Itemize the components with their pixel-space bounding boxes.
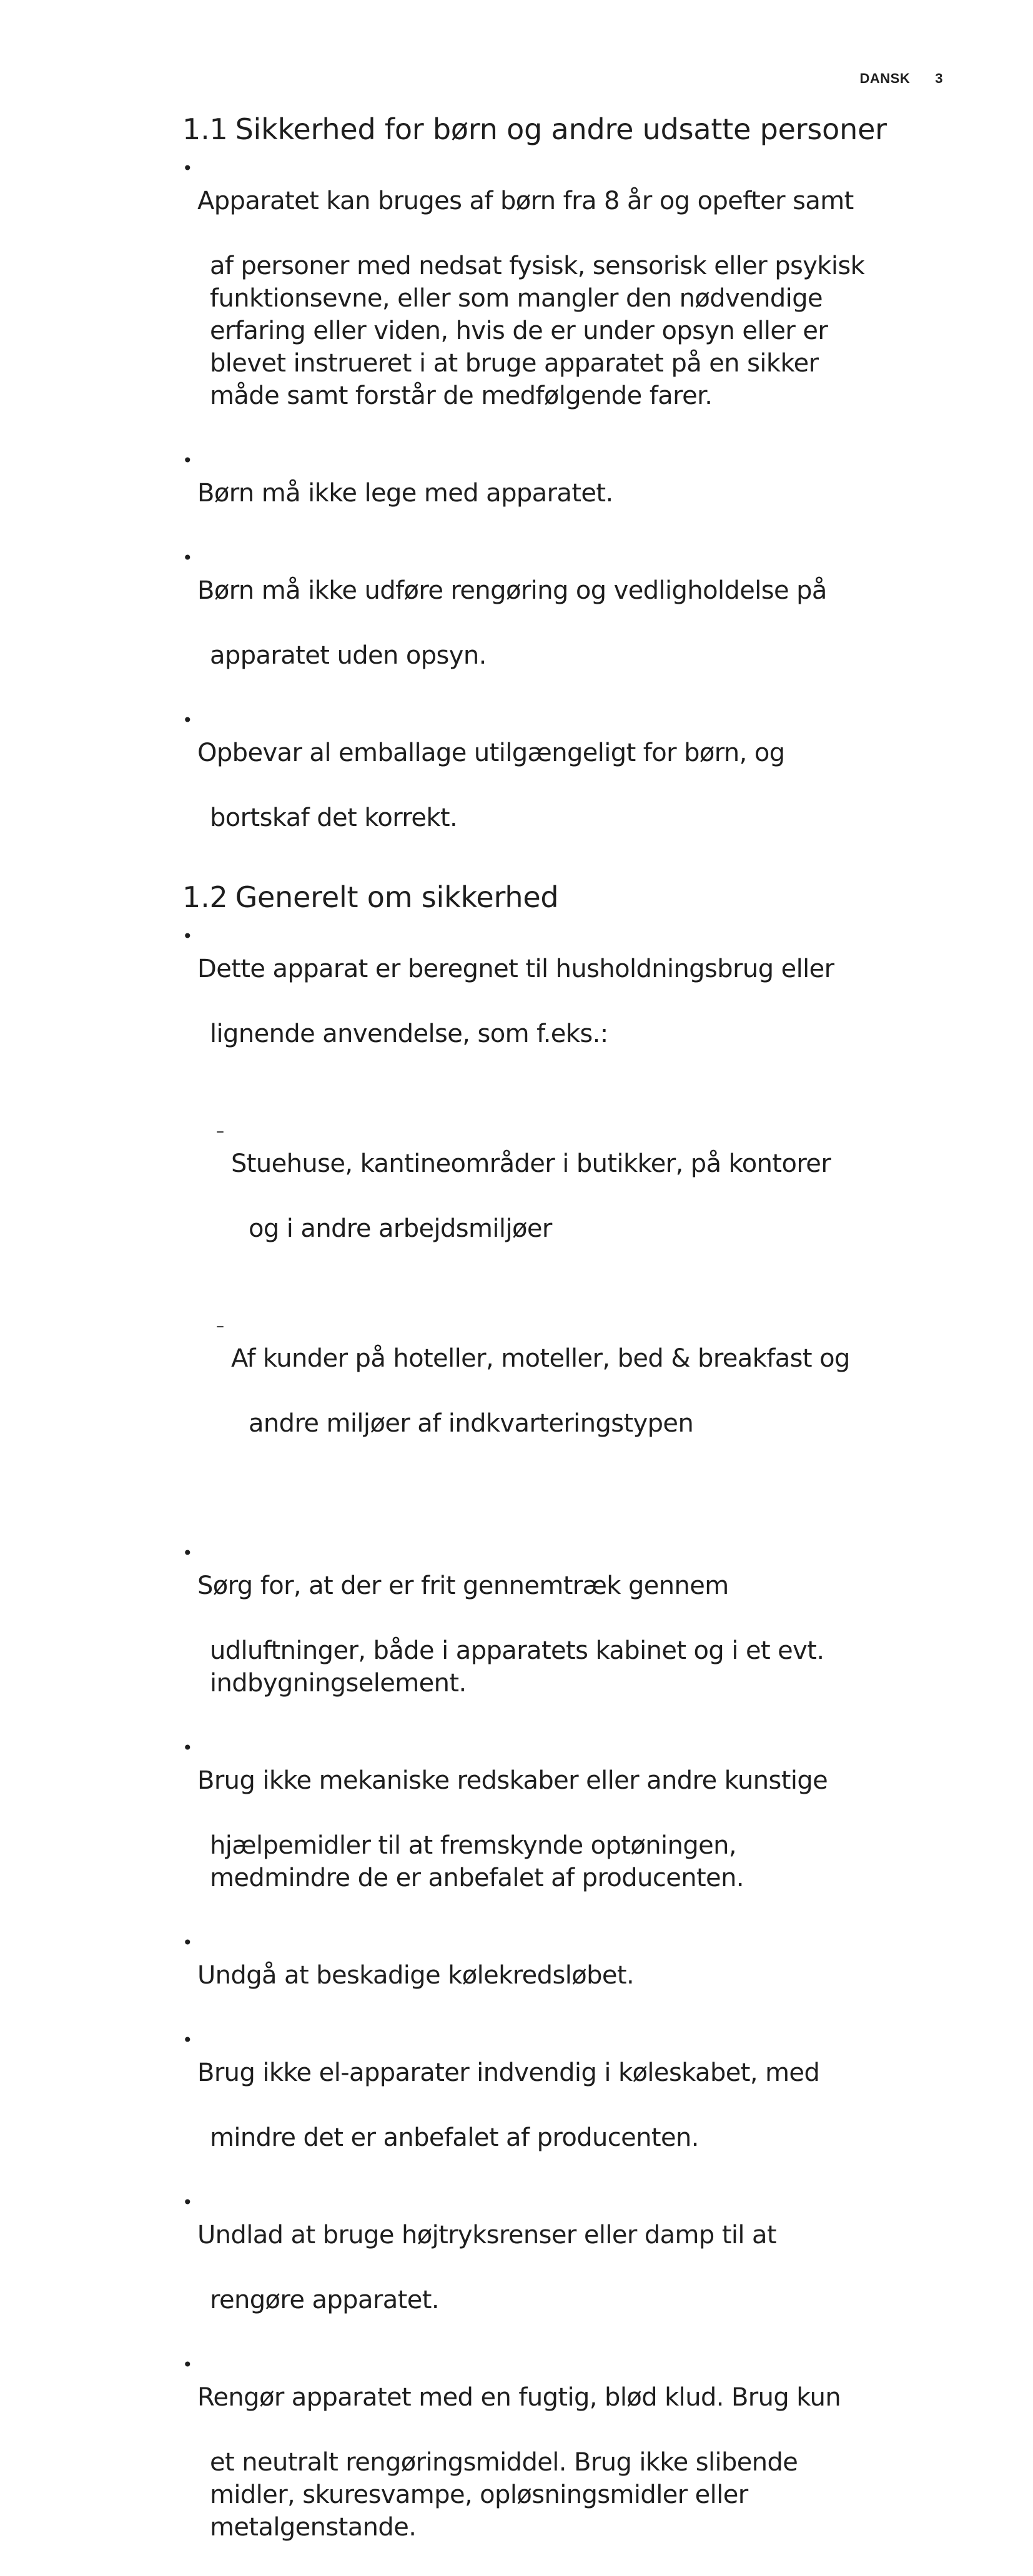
list-item bbox=[182, 2186, 957, 2349]
list-item bbox=[182, 542, 957, 704]
section-number: 1.2 bbox=[182, 880, 228, 914]
section-title-text: Sikkerhed for børn og andre udsatte personer bbox=[235, 112, 887, 146]
header-language: DANSK bbox=[859, 71, 911, 86]
list-item-continuation: udluftninger, både i apparatets kabinet og i et evt. indbygningselement. bbox=[210, 1636, 824, 1698]
list-item-text: • Undlad at bruge højtryksrenser eller damp til at bbox=[197, 2221, 777, 2249]
list-item bbox=[182, 445, 957, 542]
list-item bbox=[182, 704, 957, 867]
list-item-continuation: af personer med nedsat fysisk, sensorisk eller psykisk funktionsevne, eller som mangler den nødvendige erfaring eller viden, hvis de er under opsyn eller er blevet instrueret i at bruge apparatet på en sikker måde samt forstår de medfølgende farer. bbox=[210, 252, 865, 410]
list-item-text: • Undgå at beskadige kølekredsløbet. bbox=[197, 1961, 635, 1990]
sublist-item-text: – Stuehuse, kantineområder i butikker, på kontorer bbox=[231, 1149, 831, 1178]
sublist-item-text: – Af kunder på hoteller, moteller, bed & breakfast og bbox=[231, 1344, 850, 1373]
list-item bbox=[182, 1732, 957, 1927]
bullet-list bbox=[182, 152, 957, 867]
list-item-text: • Rengør apparatet med en fugtig, blød klud. Brug kun bbox=[197, 2383, 841, 2412]
section-heading bbox=[182, 111, 957, 147]
section-heading bbox=[182, 879, 957, 915]
list-item-text: • Brug ikke mekaniske redskaber eller andre kunstige bbox=[197, 1766, 828, 1795]
sublist-item-continuation: andre miljøer af indkvarteringstypen bbox=[249, 1409, 694, 1438]
sublist-item bbox=[216, 1310, 957, 1472]
list-item-continuation: rengøre apparatet. bbox=[210, 2286, 439, 2314]
list-item bbox=[182, 152, 957, 445]
sublist-item bbox=[216, 1115, 957, 1277]
list-item-text: • Brug ikke el-apparater indvendig i køleskabet, med bbox=[197, 2058, 820, 2087]
document-body bbox=[182, 111, 957, 2576]
list-item-continuation: lignende anvendelse, som f.eks.: bbox=[210, 1020, 608, 1048]
bullet-list bbox=[182, 920, 957, 2576]
list-item-continuation: et neutralt rengøringsmiddel. Brug ikke slibende midler, skuresvampe, opløsningsmidler eller metalgenstande. bbox=[210, 2448, 798, 2542]
list-item-continuation: mindre det er anbefalet af producenten. bbox=[210, 2123, 699, 2152]
page-number: 3 bbox=[935, 71, 943, 86]
list-item-text: • Opbevar al emballage utilgængeligt for børn, og bbox=[197, 739, 785, 767]
list-item bbox=[182, 2024, 957, 2186]
list-item bbox=[182, 2349, 957, 2576]
sublist-item-continuation: og i andre arbejdsmiljøer bbox=[249, 1214, 552, 1243]
list-item bbox=[182, 920, 957, 1537]
list-item bbox=[182, 1537, 957, 1732]
page-header bbox=[831, 69, 943, 88]
list-item bbox=[182, 1927, 957, 2024]
list-item-text: • Børn må ikke lege med apparatet. bbox=[197, 479, 613, 508]
section-title-text: Generelt om sikkerhed bbox=[235, 880, 559, 914]
list-item-text: • Dette apparat er beregnet til husholdningsbrug eller bbox=[197, 955, 834, 983]
list-item-continuation: hjælpemidler til at fremskynde optøningen, medmindre de er anbefalet af producenten. bbox=[210, 1831, 744, 1892]
list-item-continuation: bortskaf det korrekt. bbox=[210, 804, 458, 832]
list-item-text: • Sørg for, at der er frit gennemtræk gennem bbox=[197, 1571, 729, 1600]
dash-sublist bbox=[197, 1083, 957, 1505]
list-item-text: • Børn må ikke udføre rengøring og vedligholdelse på bbox=[197, 576, 827, 605]
section-number: 1.1 bbox=[182, 112, 228, 146]
list-item-continuation: apparatet uden opsyn. bbox=[210, 641, 487, 670]
list-item-text: • Apparatet kan bruges af børn fra 8 år og opefter samt bbox=[197, 187, 854, 215]
